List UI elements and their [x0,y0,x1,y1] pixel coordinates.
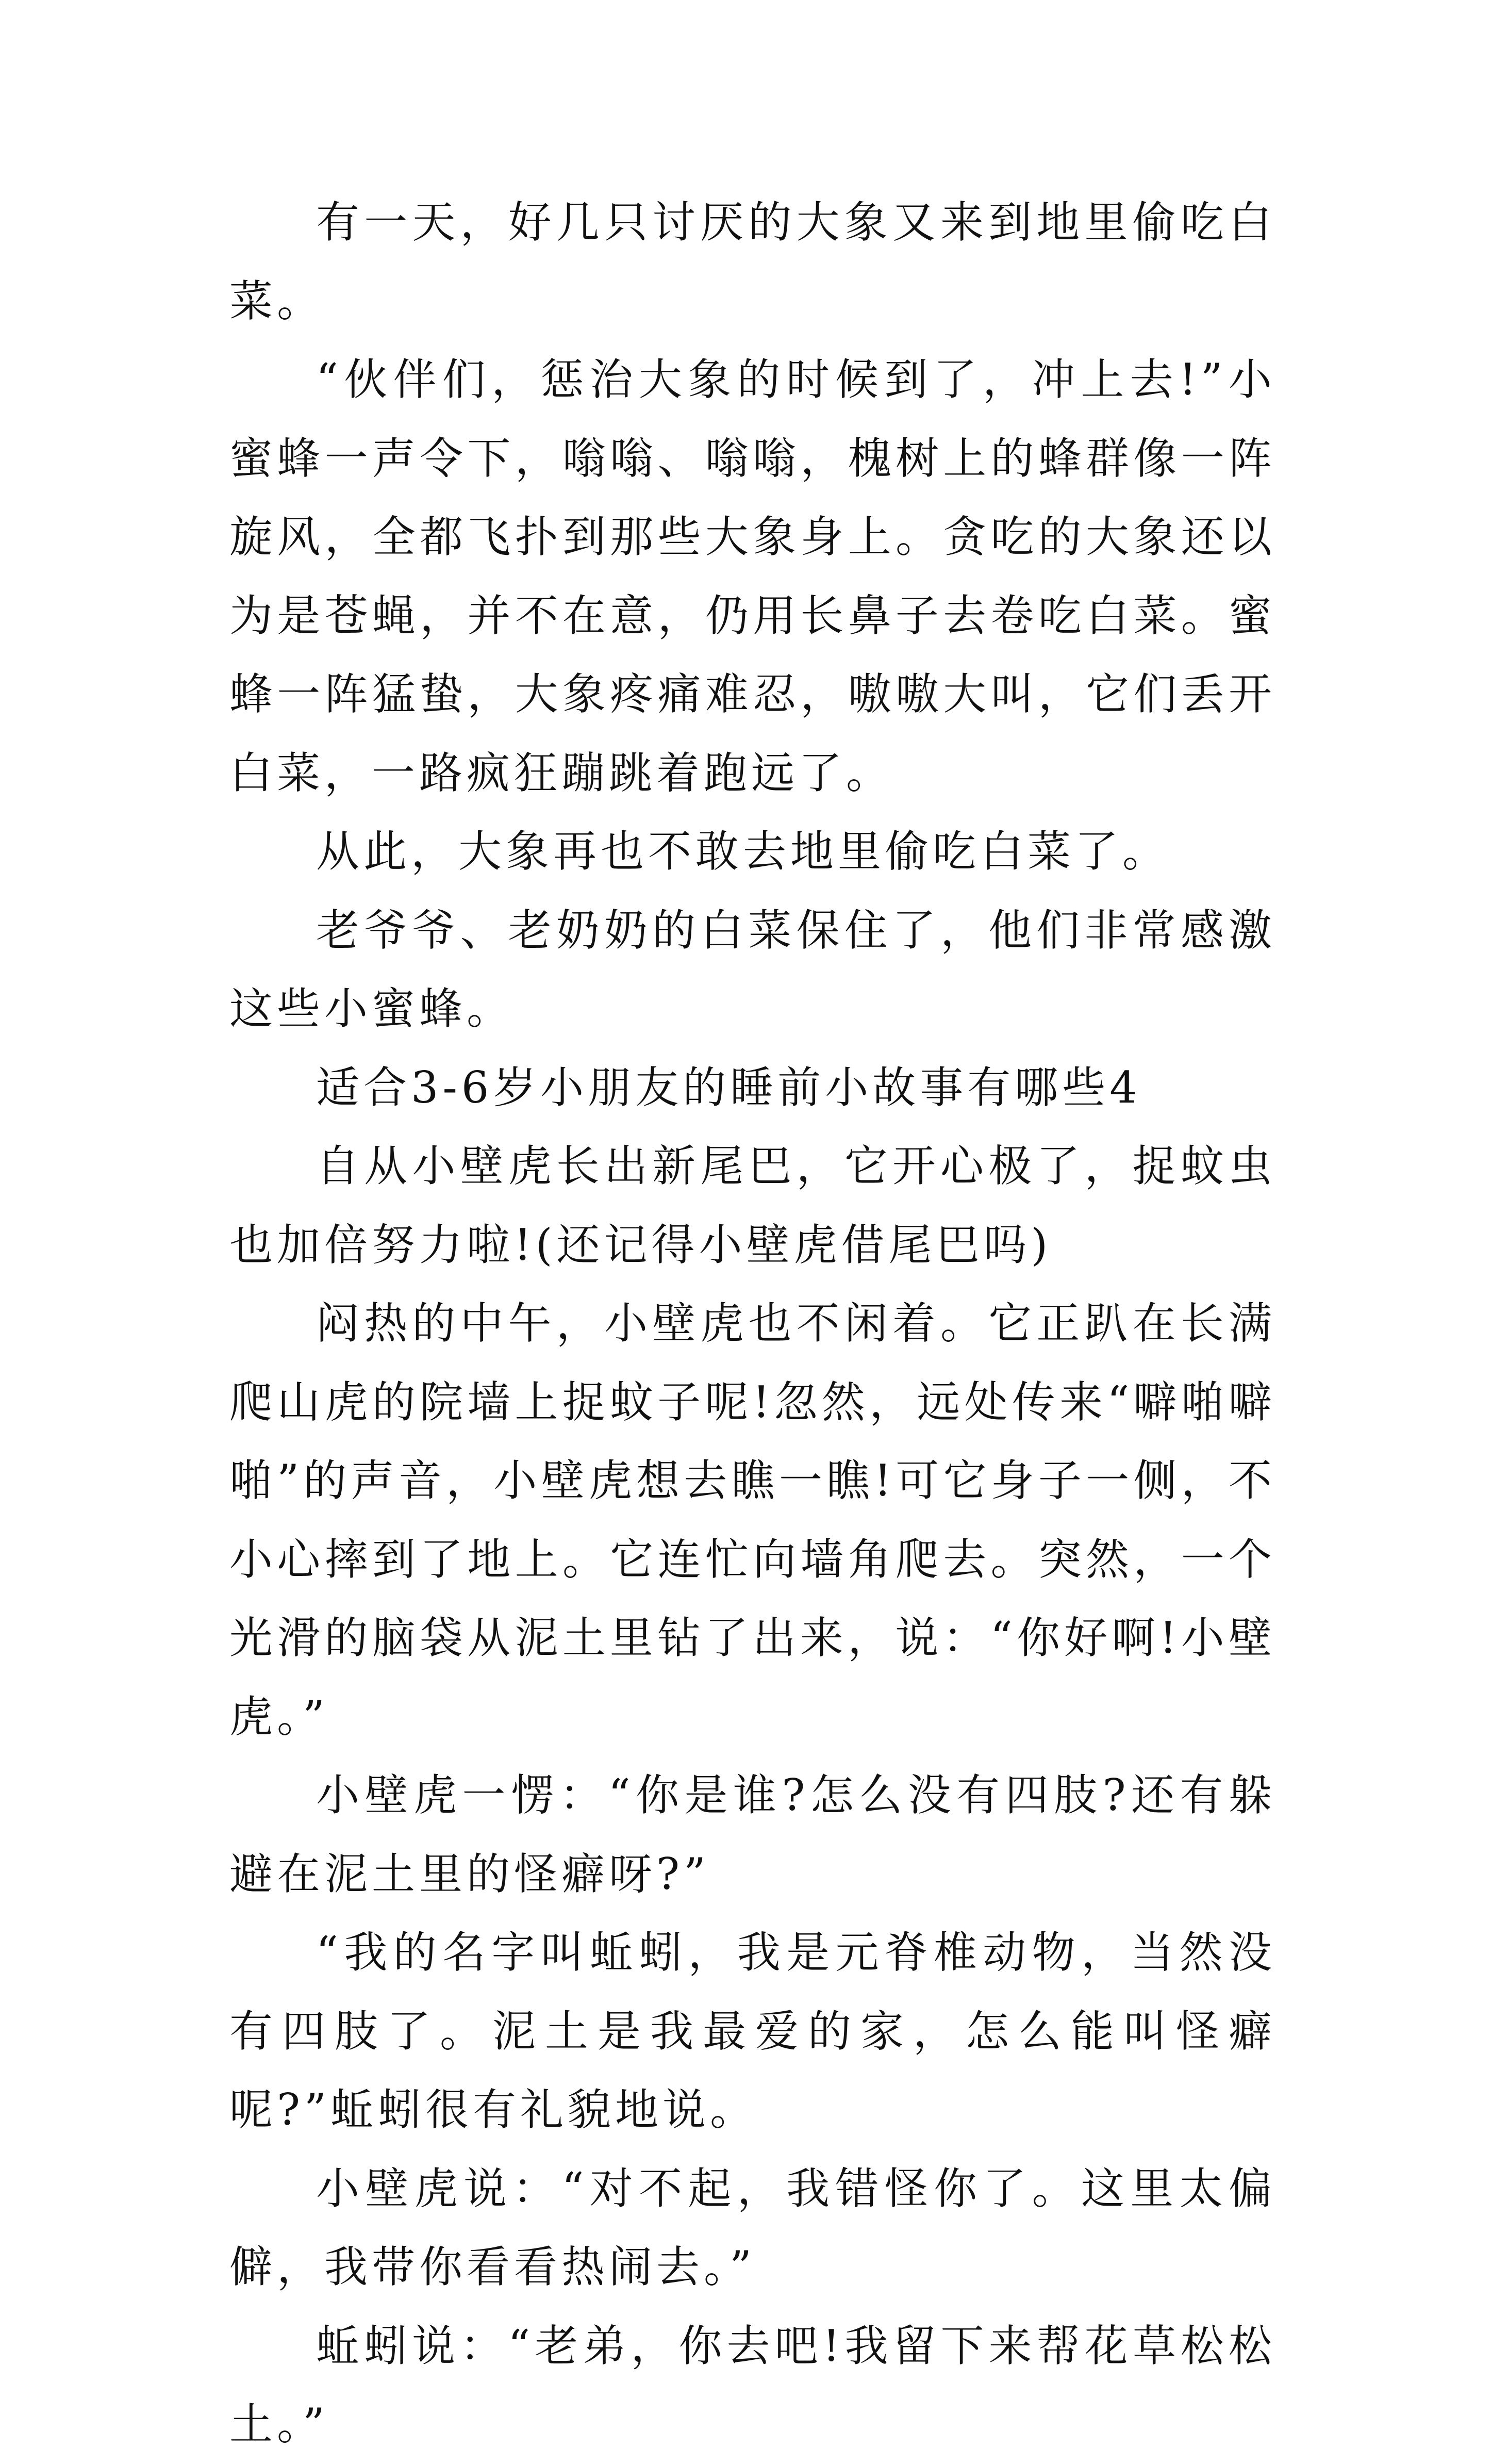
section-heading: 适合3-6岁小朋友的睡前小故事有哪些4 [316,1062,1141,1113]
paragraph: 老爷爷、老奶奶的白菜保住了，他们非常感激这些小蜜蜂。 [229,905,1276,1034]
paragraph: 小壁虎一愣：“你是谁?怎么没有四肢?还有躲避在泥土里的怪癖呀?” [229,1770,1276,1899]
paragraph: “伙伴们，惩治大象的时候到了，冲上去!”小蜜蜂一声令下，嗡嗡、嗡嗡，槐树上的蜂群像一阵旋风，全都飞扑到那些大象身上。贪吃的大象还以为是苍蝇，并不在意，仍用长鼻子去卷吃白菜。蜜蜂一阵猛蛰，大象疼痛难忍，嗷嗷大叫，它们丢开白菜，一路疯狂蹦跳着跑远了。 [229,354,1276,798]
paragraph: “我的名字叫蚯蚓，我是元脊椎动物，当然没有四肢了。泥土是我最爱的家，怎么能叫怪癖呢?”蚯蚓很有礼貌地说。 [229,1927,1276,2135]
paragraph: 闷热的中午，小壁虎也不闲着。它正趴在长满爬山虎的院墙上捉蚊子呢!忽然，远处传来“噼啪噼啪”的声音，小壁虎想去瞧一瞧!可它身子一侧，不小心摔到了地上。它连忙向墙角爬去。突然，一个光滑的脑袋从泥土里钻了出来，说：“你好啊!小壁虎。” [229,1298,1276,1742]
paragraph: 蚯蚓说：“老弟，你去吧!我留下来帮花草松松土。” [229,2320,1276,2450]
paragraph: 有一天，好几只讨厌的大象又来到地里偷吃白菜。 [229,197,1276,326]
story-text [229,183,1276,2464]
paragraph: 自从小壁虎长出新尾巴，它开心极了，捉蚊虫也加倍努力啦!(还记得小壁虎借尾巴吗) [229,1141,1276,1270]
paragraph: 小壁虎说：“对不起，我错怪你了。这里太偏僻，我带你看看热闹去。” [229,2163,1276,2292]
paragraph: 从此，大象再也不敢去地里偷吃白菜了。 [316,826,1170,877]
